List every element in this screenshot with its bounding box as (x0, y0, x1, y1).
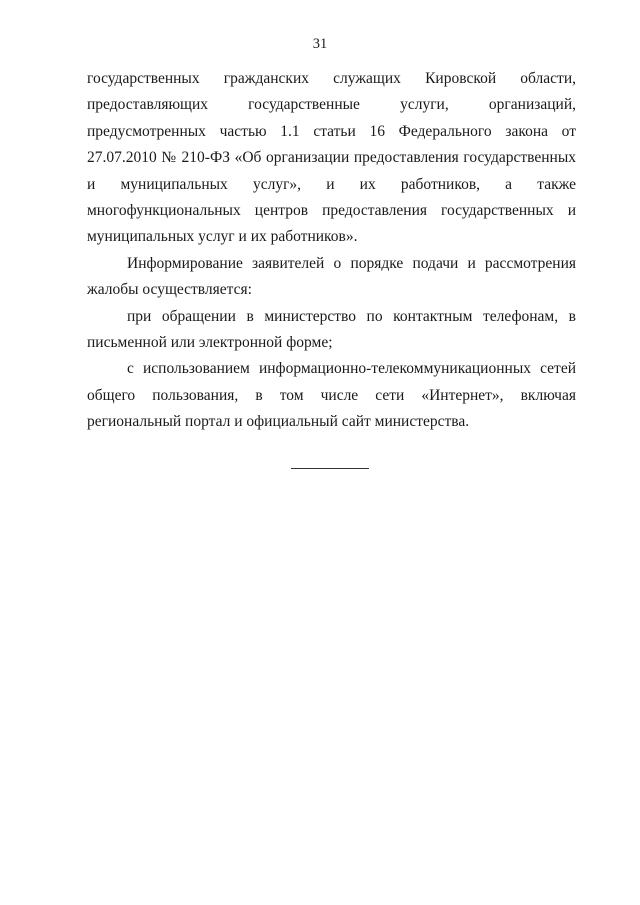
end-separator-line (291, 468, 369, 469)
paragraph-informing: Информирование заявителей о порядке подачи и рассмотрения жалобы осуществляется: (87, 254, 576, 299)
document-body (87, 66, 576, 436)
page-number: 31 (312, 36, 328, 52)
paragraph-internet: с использованием информационно-телекоммуникационных сетей общего пользования, в том числе сети «Интернет», включая региональный портал и официальный сайт министерства. (87, 360, 576, 431)
paragraph-contact-phones: при обращении в министерство по контактным телефонам, в письменной или электронной форме; (87, 307, 576, 352)
paragraph-continuation: государственных гражданских служащих Кировской области, предоставляющих государственные услуги, организаций, предусмотренных частью 1.1 статьи 16 Федерального закона от 27.07.2010 № 210-ФЗ «Об организации предоставления государственных и муниципальных услуг», и их работников, а также многофункциональных центров предоставления государственных и муниципальных услуг и их работников». (87, 70, 576, 246)
